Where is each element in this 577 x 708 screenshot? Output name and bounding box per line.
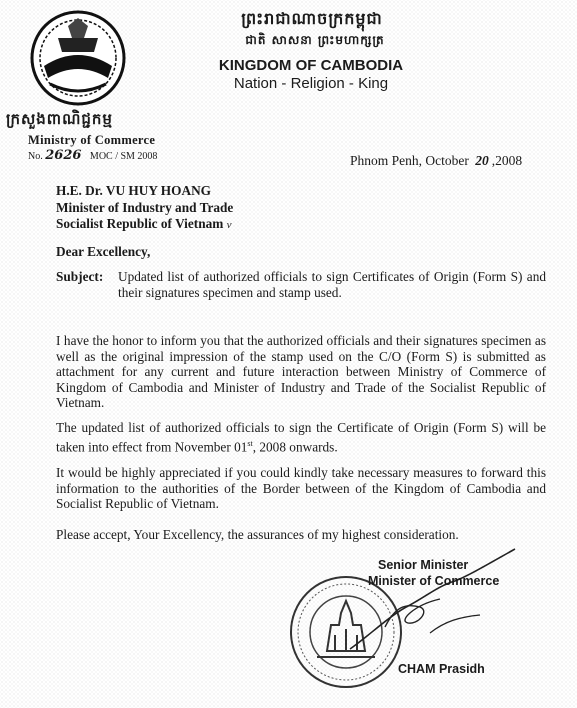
recipient-name: H.E. Dr. VU HUY HOANG: [56, 183, 212, 198]
reference-number: [28, 148, 157, 163]
subject-label: Subject:: [56, 269, 104, 284]
signatory-title-2: Minister of Commerce: [368, 574, 500, 588]
ministry-name-khmer: ក្រសួងពាណិជ្ជកម្ម: [6, 110, 113, 128]
date-year: ,2008: [491, 153, 523, 168]
reference-prefix: No.: [28, 151, 43, 162]
national-motto: Nation - Religion - King: [233, 75, 389, 92]
recipient-country: Socialist Republic of Vietnam: [56, 216, 224, 231]
body-paragraph-effective-date: [56, 420, 546, 455]
reference-handwritten-number: 2626: [45, 148, 82, 163]
salutation: Dear Excellency,: [56, 244, 151, 259]
letter-date: [350, 153, 522, 169]
effective-date-text-end: , 2008 onwards.: [252, 439, 338, 455]
closing-line: Please accept, Your Excellency, the assurances of my highest consideration.: [56, 527, 459, 542]
recipient-block: [56, 183, 233, 234]
effective-date-text: The updated list of authorized officials to sign the Certificate of Origin (Form S) will be taken into effect from November 01: [56, 420, 546, 455]
motto-khmer: ជាតិ សាសនា ព្រះមហាក្សត្រ: [245, 33, 385, 47]
signatory-title-1: Senior Minister: [378, 558, 469, 572]
reference-suffix: MOC / SM 2008: [89, 151, 158, 162]
effective-date-superscript: st: [247, 438, 253, 448]
royal-emblem: [28, 8, 128, 108]
handwritten-check-mark: v: [226, 219, 232, 231]
subject-text: Updated list of authorized officials to sign Certificates of Origin (Form S) and their signatures specimen and stamp used.: [118, 269, 546, 300]
signatory-name: CHAM Prasidh: [398, 662, 485, 676]
body-paragraph-1: I have the honor to inform you that the authorized officials and their signatures specimen as well as the original impression of the stamp used on the C/O (Form S) is submitted as attachment for any current and future interaction between Ministry of Commerce of Kingdom of Cambodia and Minister of Industry and Trade of the Socialist Republic of Vietnam.: [56, 333, 546, 411]
country-name-khmer: ព្រះរាជាណាចក្រកម្ពុជា: [241, 9, 383, 28]
date-place: Phnom Penh, October: [350, 153, 469, 168]
ministry-name: Ministry of Commerce: [28, 133, 156, 147]
date-day: 20: [475, 153, 489, 168]
signatory-block: [368, 557, 499, 589]
body-paragraph-3: It would be highly appreciated if you could kindly take necessary measures to forward this information to the authorities of the Border between of the Kingdom of Cambodia and Socialist Republic of Vietnam.: [56, 465, 546, 512]
recipient-country-line: [56, 216, 233, 234]
recipient-title: Minister of Industry and Trade: [56, 199, 234, 215]
subject-line: [56, 269, 546, 300]
country-name: KINGDOM OF CAMBODIA: [218, 57, 404, 74]
